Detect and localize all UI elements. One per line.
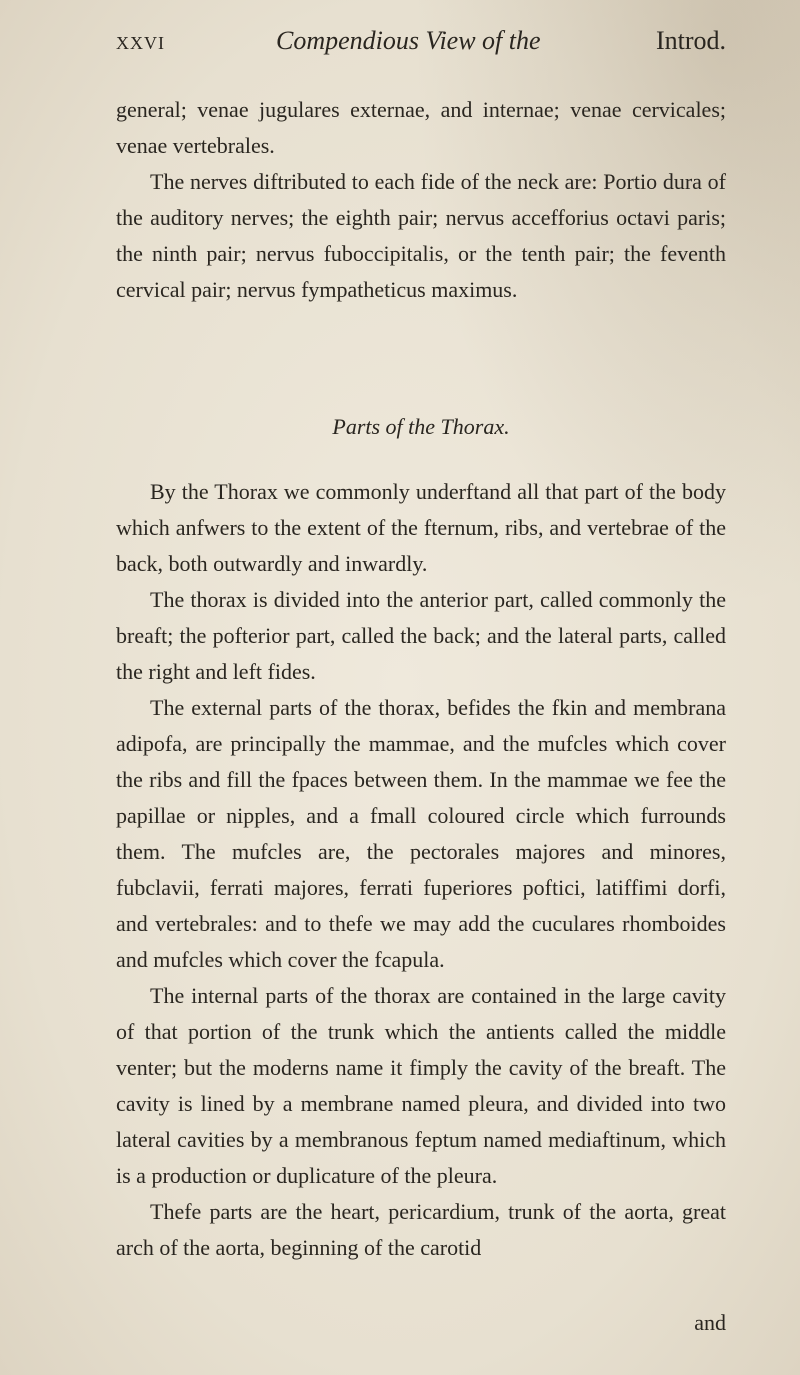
- running-header: [116, 26, 726, 66]
- running-title: Compendious View of the: [276, 26, 541, 55]
- paragraph: general; venae jugulares externae, and internae; venae cervicales; venae vertebrales.: [116, 97, 726, 158]
- paragraph: The external parts of the thorax, befides the fkin and membrana adipofa, are principally the mammae, and the mufcles which cover the ribs and fill the fpaces between them. In the mammae we fee the papillae or nipples, and a fmall coloured circle which furrounds them. The mufcles are, the pectorales majores and minores, fubclavii, ferrati majores, ferrati fuperiores poftici, latiffimi dorfi, and vertebrales: and to thefe we may add the cuculares rhomboides and mufcles which cover the fcapula.: [116, 695, 726, 972]
- catchword: and: [694, 1310, 726, 1335]
- paragraph: The internal parts of the thorax are contained in the large cavity of that portion of the trunk which the antients called the middle venter; but the moderns name it fimply the cavity of the breaft. The cavity is lined by a membrane named pleura, and divided into two lateral cavities by a membranous feptum named mediaftinum, which is a production or duplicature of the pleura.: [116, 983, 726, 1188]
- section-name: Introd.: [655, 26, 726, 55]
- text-block-thorax: [116, 474, 726, 1266]
- paragraph: The thorax is divided into the anterior part, called commonly the breaft; the pofterior part, called the back; and the lateral parts, called the right and left fides.: [116, 587, 726, 684]
- paragraph: Thefe parts are the heart, pericardium, trunk of the aorta, great arch of the aorta, beginning of the carotid: [116, 1199, 726, 1260]
- section-heading: Parts of the Thorax.: [332, 414, 510, 439]
- text-block-neck: [116, 92, 726, 308]
- paragraph: By the Thorax we commonly underftand all that part of the body which anfwers to the extent of the fternum, ribs, and vertebrae of the back, both outwardly and inwardly.: [116, 479, 726, 576]
- page-number: xxvi: [116, 26, 165, 55]
- paragraph: The nerves diftributed to each fide of the neck are: Portio dura of the auditory nerves; the eighth pair; nervus accefforius octavi paris; the ninth pair; nervus fuboccipitalis, or the tenth pair; the feventh cervical pair; nervus fympatheticus maximus.: [116, 169, 726, 302]
